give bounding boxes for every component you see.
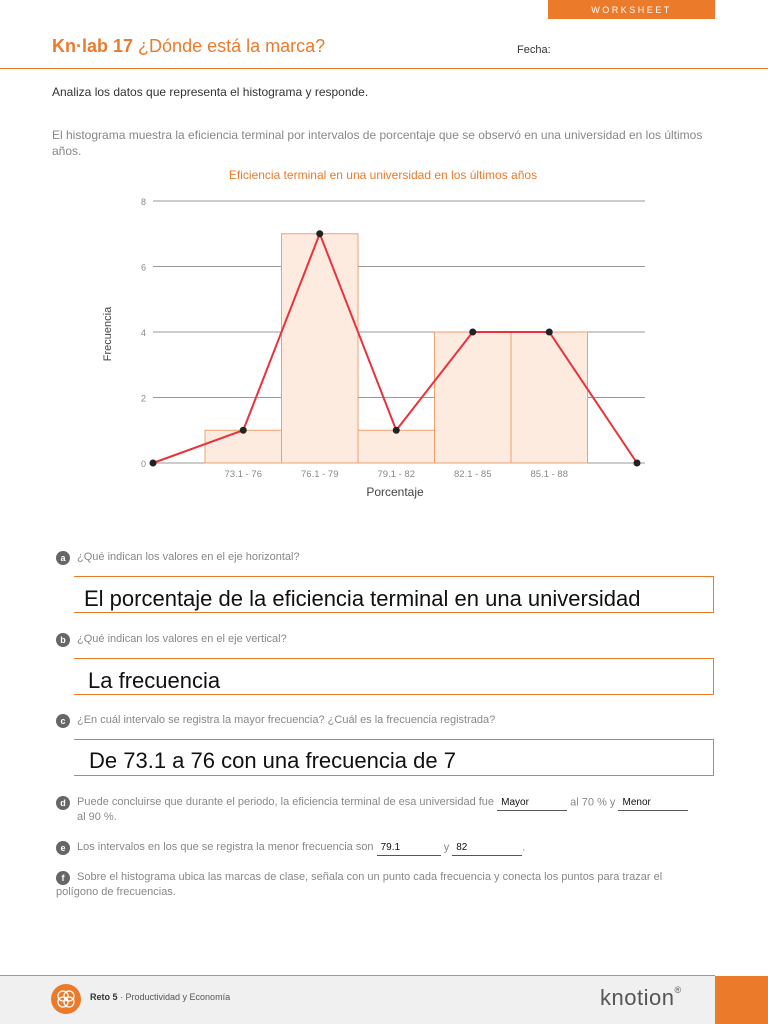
y-axis-label: Frecuencia bbox=[102, 306, 114, 362]
worksheet-tab: WORKSHEET bbox=[548, 0, 715, 19]
histogram-bar bbox=[435, 332, 512, 463]
y-tick-label: 0 bbox=[140, 459, 146, 469]
question-badge: b bbox=[56, 633, 70, 647]
footer-corner bbox=[715, 976, 768, 1024]
question-text: ¿Qué indican los valores en el eje vertical? bbox=[77, 633, 287, 645]
question-badge: f bbox=[56, 871, 70, 885]
knotion-logo-icon bbox=[51, 984, 81, 1014]
registered-mark: ® bbox=[674, 985, 682, 995]
question-badge: a bbox=[56, 551, 70, 565]
chart-title: Eficiencia terminal en una universidad en los últimos años bbox=[228, 168, 538, 182]
histogram-bar bbox=[511, 332, 588, 463]
question-f bbox=[56, 870, 696, 901]
brand-name: knotion bbox=[600, 985, 675, 1010]
question-badge: e bbox=[56, 841, 70, 855]
y-tick-label: 6 bbox=[140, 262, 146, 273]
footer-reto bbox=[90, 992, 230, 1002]
histogram-bar bbox=[358, 430, 435, 463]
question-a bbox=[56, 550, 300, 565]
title-text: ¿Dónde está la marca? bbox=[138, 36, 326, 56]
class-mark-point bbox=[546, 329, 553, 336]
fill-in-interval-2[interactable]: 82 bbox=[452, 840, 522, 856]
class-mark-point bbox=[469, 329, 476, 336]
question-text-3: . bbox=[522, 841, 526, 854]
class-mark-point bbox=[316, 230, 323, 237]
question-e bbox=[56, 840, 525, 856]
question-text: Sobre el histograma ubica las marcas de clase, señala con un punto cada frecuencia y conecta los puntos para trazar el polígono de frecuencias. bbox=[56, 871, 663, 899]
question-d-continuation: al 90 %. bbox=[77, 811, 117, 823]
answer-a: El porcentaje de la eficiencia terminal en una universidad bbox=[84, 586, 641, 611]
question-text: ¿Qué indican los valores en el eje horizontal? bbox=[77, 551, 300, 563]
histogram-chart bbox=[0, 160, 768, 510]
reto-subject: · Productividad y Economía bbox=[117, 992, 231, 1002]
class-mark-point bbox=[240, 427, 247, 434]
x-tick-label: 73.1 - 76 bbox=[224, 469, 262, 480]
x-tick-label: 79.1 - 82 bbox=[377, 469, 415, 480]
question-text-2: al 70 % y bbox=[570, 796, 616, 809]
question-c bbox=[56, 713, 495, 728]
class-mark-point bbox=[150, 460, 157, 467]
question-text: Puede concluirse que durante el periodo, la eficiencia terminal de esa universidad fue bbox=[77, 796, 495, 808]
description-text: El histograma muestra la eficiencia terminal por intervalos de porcentaje que se observó en una universidad en los últimos años. bbox=[52, 128, 703, 158]
question-text: ¿En cuál intervalo se registra la mayor frecuencia? ¿Cuál es la frecuencia registrada? bbox=[77, 714, 496, 726]
question-badge: d bbox=[56, 796, 70, 810]
fill-in-interval-1[interactable]: 79.1 bbox=[377, 840, 441, 856]
x-tick-label: 85.1 - 88 bbox=[530, 469, 568, 480]
class-mark-point bbox=[393, 427, 400, 434]
header-divider bbox=[0, 68, 768, 69]
y-tick-label: 4 bbox=[140, 328, 146, 338]
page-title bbox=[52, 36, 325, 57]
y-tick-label: 2 bbox=[140, 393, 146, 404]
answer-c: De 73.1 a 76 con una frecuencia de 7 bbox=[89, 748, 456, 773]
histogram-bar bbox=[205, 430, 282, 463]
x-tick-label: 76.1 - 79 bbox=[301, 469, 339, 480]
title-brand: Kn·lab 17 bbox=[52, 36, 134, 56]
question-text: Los intervalos en los que se registra la menor frecuencia son bbox=[77, 841, 374, 853]
question-text-2: y bbox=[443, 841, 450, 854]
histogram-bar bbox=[282, 234, 359, 463]
question-badge: c bbox=[56, 714, 70, 728]
class-mark-point bbox=[634, 460, 641, 467]
answer-b: La frecuencia bbox=[88, 668, 221, 693]
fill-in-menor[interactable]: Menor bbox=[618, 795, 688, 811]
x-tick-label: 82.1 - 85 bbox=[454, 469, 492, 480]
question-b bbox=[56, 632, 287, 647]
question-d bbox=[56, 795, 716, 811]
fill-in-mayor[interactable]: Mayor bbox=[497, 795, 567, 811]
knotion-logo bbox=[600, 985, 682, 1011]
reto-label: Reto 5 bbox=[90, 992, 118, 1002]
date-label: Fecha: bbox=[517, 44, 551, 56]
instruction-text: Analiza los datos que representa el histograma y responde. bbox=[52, 85, 369, 99]
x-axis-label: Porcentaje bbox=[366, 485, 424, 499]
y-tick-label: 8 bbox=[140, 197, 146, 207]
